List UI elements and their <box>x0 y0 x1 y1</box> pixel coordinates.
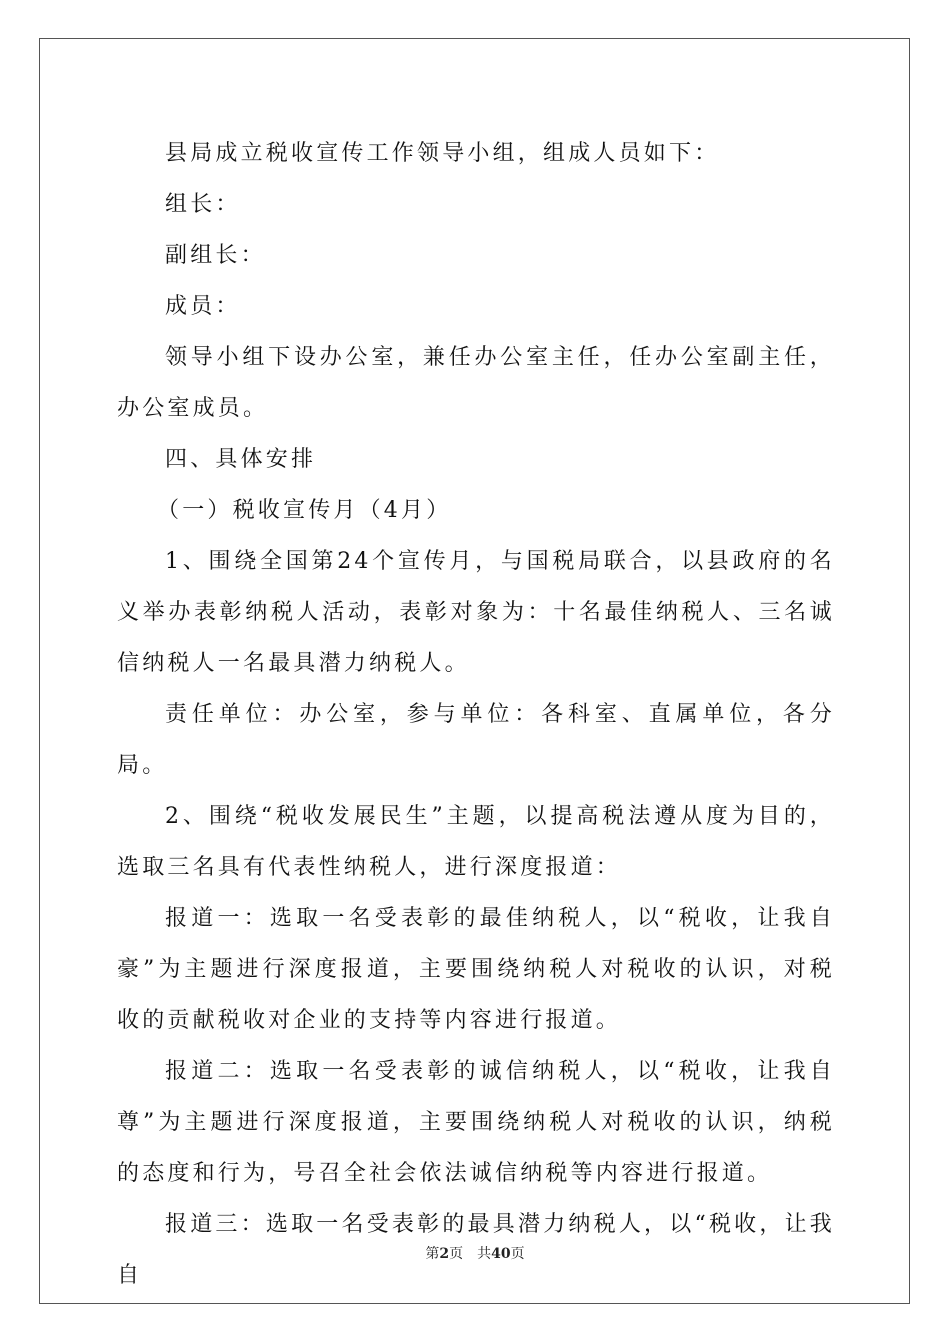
document-body <box>117 128 835 1301</box>
paragraph-leadership-group: 县局成立税收宣传工作领导小组，组成人员如下： <box>165 141 720 166</box>
subsection-heading-tax-month: （一）税收宣传月（4月） <box>157 498 452 523</box>
paragraph-report-2: 报道二：选取一名受表彰的诚信纳税人，以“税收，让我自尊”为主题进行深度报道，主要围绕纳税人对税收的认识，纳税的态度和行为，号召全社会依法诚信纳税等内容进行报道。 <box>117 1059 835 1186</box>
page-footer <box>0 1243 950 1263</box>
paragraph-item-2: 2、围绕“税收发展民生”主题，以提高税法遵从度为目的，选取三名具有代表性纳税人，进行深度报道： <box>117 804 835 880</box>
page-suffix: 页 <box>449 1246 464 1262</box>
paragraph-group-leader: 组长： <box>165 192 241 217</box>
total-prefix: 共 <box>477 1246 492 1262</box>
paragraph-responsible-unit: 责任单位：办公室，参与单位：各科室、直属单位，各分局。 <box>117 702 835 778</box>
paragraph-item-1: 1、围绕全国第24个宣传月，与国税局联合，以县政府的名义举办表彰纳税人活动，表彰对象为：十名最佳纳税人、三名诚信纳税人一名最具潜力纳税人。 <box>117 549 835 676</box>
paragraph-report-1: 报道一：选取一名受表彰的最佳纳税人，以“税收，让我自豪”为主题进行深度报道，主要围绕纳税人对税收的认识，对税收的贡献税收对企业的支持等内容进行报道。 <box>117 906 835 1033</box>
page-prefix: 第 <box>425 1246 440 1262</box>
paragraph-members: 成员： <box>165 294 241 319</box>
total-suffix: 页 <box>510 1246 525 1262</box>
section-heading-arrangements: 四、具体安排 <box>165 447 317 472</box>
page-number: 2 <box>439 1246 450 1262</box>
paragraph-deputy-leader: 副组长： <box>165 243 266 268</box>
paragraph-report-3: 报道三：选取一名受表彰的最具潜力纳税人，以“税收，让我自 <box>117 1212 835 1288</box>
total-pages: 40 <box>491 1246 511 1262</box>
paragraph-office: 领导小组下设办公室，兼任办公室主任，任办公室副主任，办公室成员。 <box>117 345 835 421</box>
